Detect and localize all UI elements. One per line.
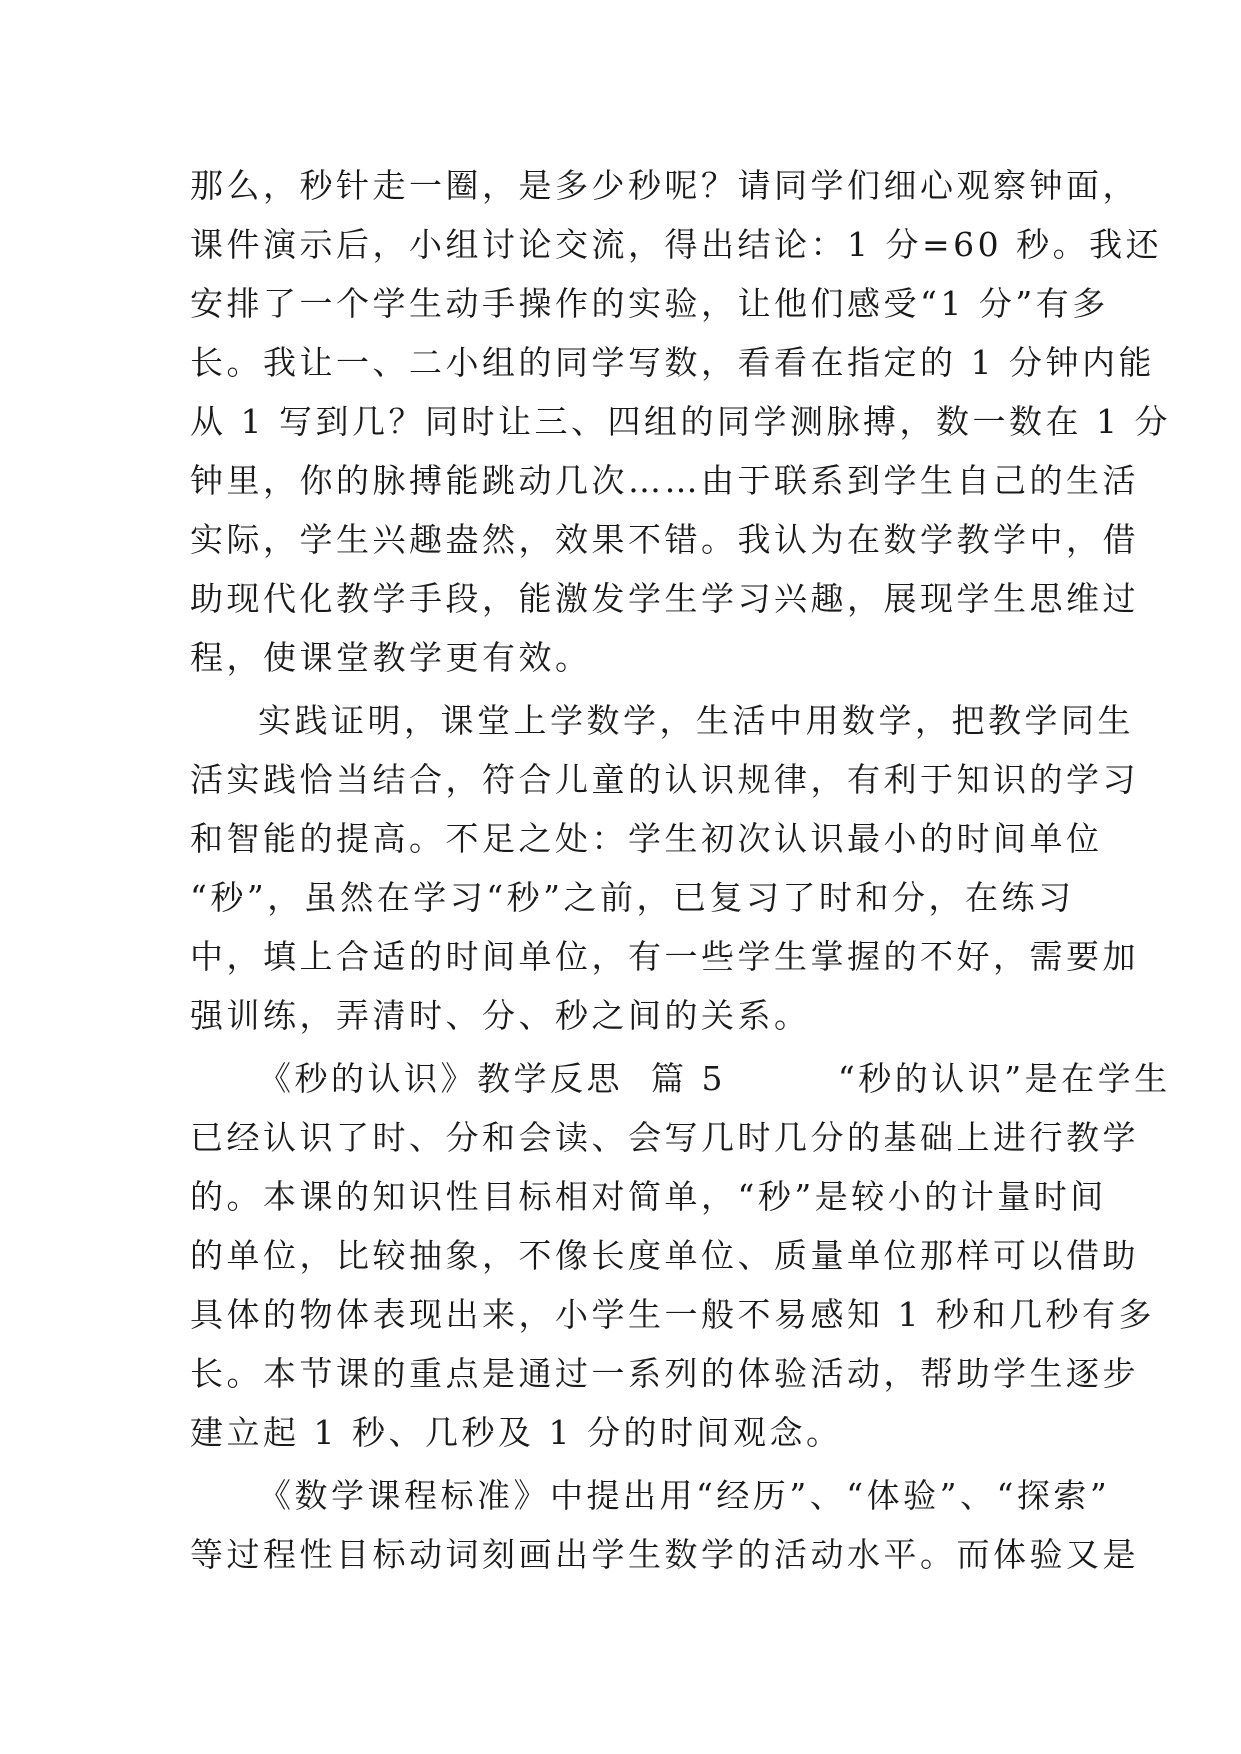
text-line: 实践证明，课堂上学数学，生活中用数学，把教学同生 — [258, 701, 1134, 740]
text-line: 的。本课的知识性目标相对简单，“秒”是较小的计量时间 — [190, 1177, 1107, 1216]
text-line: 从 1 写到几？同时让三、四组的同学测脉搏，数一数在 1 分 — [190, 402, 1171, 441]
text-line: 活实践恰当结合，符合儿童的认识规律，有利于知识的学习 — [190, 760, 1139, 799]
text-line: 那么，秒针走一圈，是多少秒呢？请同学们细心观察钟面， — [190, 166, 1139, 205]
paragraph-3 — [190, 1049, 1171, 1462]
text-line: 钟里，你的脉搏能跳动几次……由于联系到学生自己的生活 — [190, 461, 1139, 500]
text-line: 建立起 1 秒、几秒及 1 分的时间观念。 — [190, 1413, 843, 1452]
text-line: 课件演示后，小组讨论交流，得出结论：1 分=60 秒。我还 — [190, 225, 1163, 264]
text-line: 程，使课堂教学更有效。 — [190, 638, 592, 677]
text-line: 和智能的提高。不足之处：学生初次认识最小的时间单位 — [190, 819, 1103, 858]
text-line: 已经认识了时、分和会读、会写几时几分的基础上进行教学 — [190, 1118, 1139, 1157]
paragraph-2 — [190, 691, 1139, 1045]
text-line: 长。我让一、二小组的同学写数，看看在指定的 1 分钟内能 — [190, 343, 1155, 382]
paragraph-4 — [190, 1466, 1139, 1584]
text-line: 安排了一个学生动手操作的实验，让他们感受“1 分”有多 — [190, 284, 1109, 323]
text-line: 实际，学生兴趣盎然，效果不错。我认为在数学教学中，借 — [190, 520, 1139, 559]
document-body — [190, 156, 1171, 1584]
text-line: 助现代化教学手段，能激发学生学习兴趣，展现学生思维过 — [190, 579, 1139, 618]
text-line: “秒”，虽然在学习“秒”之前，已复习了时和分，在练习 — [190, 878, 1075, 917]
text-line: 《数学课程标准》中提出用“经历”、“体验”、“探索” — [258, 1476, 1111, 1515]
text-line: 中，填上合适的时间单位，有一些学生掌握的不好，需要加 — [190, 937, 1139, 976]
text-line: 强训练，弄清时、分、秒之间的关系。 — [190, 996, 811, 1035]
text-line: 等过程性目标动词刻画出学生数学的活动水平。而体验又是 — [190, 1535, 1139, 1574]
text-line: 具体的物体表现出来，小学生一般不易感知 1 秒和几秒有多 — [190, 1295, 1155, 1334]
text-line: 的单位，比较抽象，不像长度单位、质量单位那样可以借助 — [190, 1236, 1139, 1275]
text-line: 《秒的认识》教学反思 篇 5 “秒的认识”是在学生 — [258, 1059, 1171, 1098]
paragraph-1 — [190, 156, 1171, 687]
text-line: 长。本节课的重点是通过一系列的体验活动，帮助学生逐步 — [190, 1354, 1139, 1393]
